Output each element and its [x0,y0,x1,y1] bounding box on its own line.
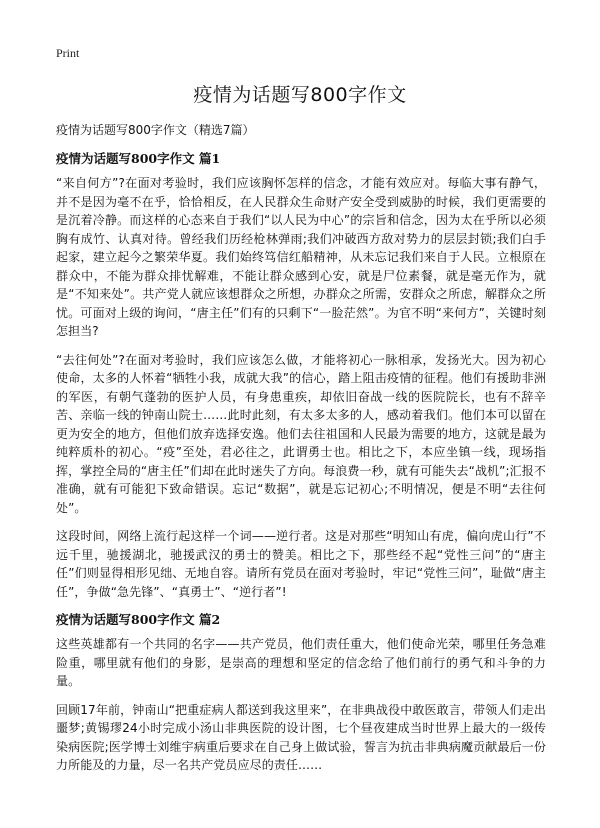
paragraph: 这些英雄都有一个共同的名字——共产党员，他们责任重大，他们使命光荣，哪里任务急难险重，哪里就有他们的身影，是崇高的理想和坚定的信念给了他们前行的勇气和斗争的力量。 [56,637,546,688]
paragraph: 回顾17年前，钟南山“把重症病人都送到我这里来”，在非典战役中敢医敢言，带领人们走出噩梦;黄锡璆24小时完成小汤山非典医院的设计图，七个昼夜建成当时世界上最大的一级传染病医院;医学博士刘维宇病重后要求在自己身上做试验，誓言为抗击非典病魔贡献最后一份力所能及的力量，尽一名共产党员应尽的责任…… [56,702,546,772]
section-heading: 疫情为话题写800字作文 篇1 [56,151,221,166]
section-heading: 疫情为话题写800字作文 篇2 [56,612,221,627]
page-title: 疫情为话题写800字作文 [193,84,407,106]
paragraph: “来自何方”?在面对考验时，我们应该胸怀怎样的信念，才能有效应对。每临大事有静气，并不是因为毫不在乎，恰恰相反，在人民群众生命财产安全受到威胁的时候，我们更需要的是沉着冷静。而这样的心态来自于我们“以人民为中心”的宗旨和信念，因为太在乎所以必须胸有成竹、认真对待。曾经我们历经枪林弹雨;我们冲破西方敌对势力的层层封锁;我们白手起家，建立起今之繁荣华夏。我们始终笃信红船精神，从未忘记我们来自于人民。立根原在群众中，不能为群众排忧解难，不能让群众感到心安，就是尸位素餐，就是毫无作为，就是“不知来处”。共产党人就应该想群众之所想，办群众之所需，安群众之所虑，解群众之所忧。可面对上级的询问，“唐主任”们有的只剩下“一脸茫然”。为官不明“来何方”，关键时刻怎担当? [56,176,546,338]
document-subtitle: 疫情为话题写800字作文（精选7篇） [56,123,255,137]
print-link[interactable]: Print [56,46,80,60]
paragraph: “去往何处”?在面对考验时，我们应该怎么做，才能将初心一脉相承，发扬光大。因为初心使命，太多的人怀着“牺牲小我，成就大我”的信心，踏上阻击疫情的征程。他们有援助非洲的军医，有朝气蓬勃的医护人员，有身患重疾，却依旧奋战一线的医院院长，也有不辞辛苦、亲临一线的钟南山院士……此时此刻，有太多太多的人，感动着我们。他们本可以留在更为安全的地方，但他们放弃选择安逸。他们去往祖国和人民最为需要的地方，这就是最为纯粹质朴的初心。“疫”至处，君必往之，此谓勇士也。相比之下，本应坐镇一线，现场指挥，掌控全局的“唐主任”们却在此时迷失了方向。每浪费一秒，就有可能失去“战机”;汇报不准确，就有可能犯下致命错误。忘记“数据”，就是忘记初心;不明情况，便是不明“去往何处”。 [56,352,546,515]
document-body [56,122,546,785]
paragraph: 这段时间，网络上流行起这样一个词——逆行者。这是对那些“明知山有虎，偏向虎山行”不远千里，驰援湖北，驰援武汉的勇士的赞美。相比之下，那些经不起“党性三问”的“唐主任”们则显得相形见绌、无地自容。请所有党员在面对考验时，牢记“党性三问”，耻做“唐主任”，争做“急先锋”、“真勇士”、“逆行者”! [56,529,546,599]
